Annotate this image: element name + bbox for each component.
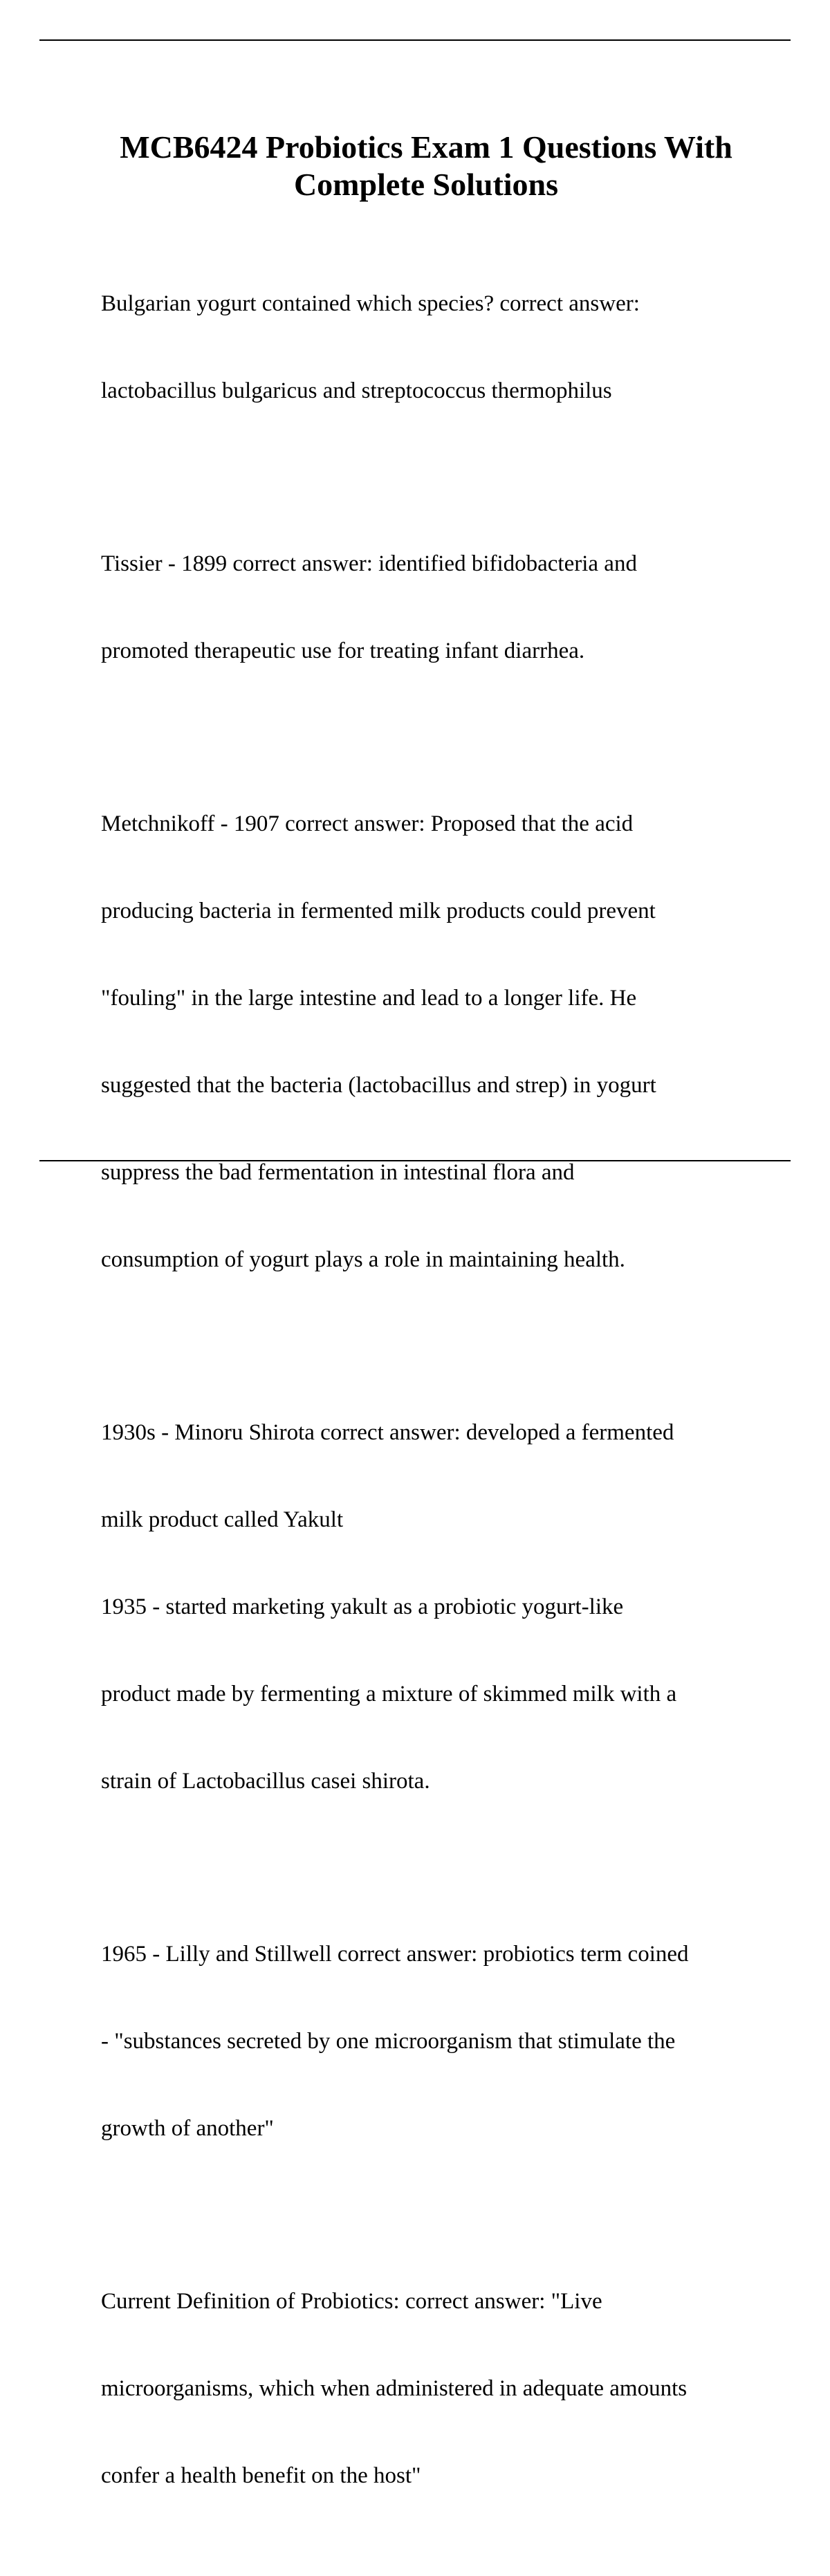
- entry-line: strain of Lactobacillus casei shirota.: [101, 1769, 430, 1794]
- qa-entry-current-definition: [101, 2229, 758, 2548]
- entry-line: suggested that the bacteria (lactobacillus and strep) in yogurt: [101, 1073, 656, 1098]
- qa-entry-tissier: [101, 491, 758, 724]
- entry-line: growth of another": [101, 2116, 274, 2141]
- top-rule: [39, 39, 791, 41]
- qa-entry-lilly-stillwell: [101, 1882, 758, 2201]
- entry-line: lactobacillus bulgaricus and streptococcus thermophilus: [101, 378, 612, 403]
- title-line: MCB6424 Probiotics Exam 1 Questions With: [120, 129, 732, 165]
- qa-entry-shirota: [101, 1360, 758, 1854]
- entry-line: consumption of yogurt plays a role in maintaining health.: [101, 1247, 625, 1272]
- entry-line: product made by fermenting a mixture of skimmed milk with a: [101, 1682, 677, 1706]
- entry-line: milk product called Yakult: [101, 1507, 344, 1532]
- entry-line: 1965 - Lilly and Stillwell correct answer: probiotics term coined: [101, 1942, 689, 1967]
- entry-line: - "substances secreted by one microorganism that stimulate the: [101, 2029, 676, 2054]
- entry-line: microorganisms, which when administered in adequate amounts: [101, 2376, 688, 2401]
- qa-entry-metchnikoff: [101, 751, 758, 1332]
- entry-line: Bulgarian yogurt contained which species? correct answer:: [101, 291, 640, 316]
- title-line: Complete Solutions: [293, 167, 559, 202]
- document-page: [101, 129, 758, 2576]
- entry-line: 1935 - started marketing yakult as a probiotic yogurt-like: [101, 1594, 624, 1619]
- entry-line: "fouling" in the large intestine and lead to a longer life. He: [101, 986, 637, 1011]
- entry-line: Tissier - 1899 correct answer: identified bifidobacteria and: [101, 551, 637, 576]
- document-title: [101, 129, 751, 203]
- entry-line: confer a health benefit on the host": [101, 2463, 421, 2488]
- entry-line: 1930s - Minoru Shirota correct answer: developed a fermented: [101, 1420, 674, 1445]
- qa-entry-bulgarian-yogurt: [101, 231, 758, 463]
- entry-line: Current Definition of Probiotics: correct answer: "Live: [101, 2289, 602, 2314]
- entry-line: suppress the bad fermentation in intestinal flora and: [101, 1160, 575, 1185]
- entry-line: Metchnikoff - 1907 correct answer: Proposed that the acid: [101, 811, 634, 836]
- bottom-rule: [39, 1160, 791, 1161]
- entry-line: producing bacteria in fermented milk products could prevent: [101, 899, 656, 923]
- entry-line: promoted therapeutic use for treating infant diarrhea.: [101, 638, 585, 663]
